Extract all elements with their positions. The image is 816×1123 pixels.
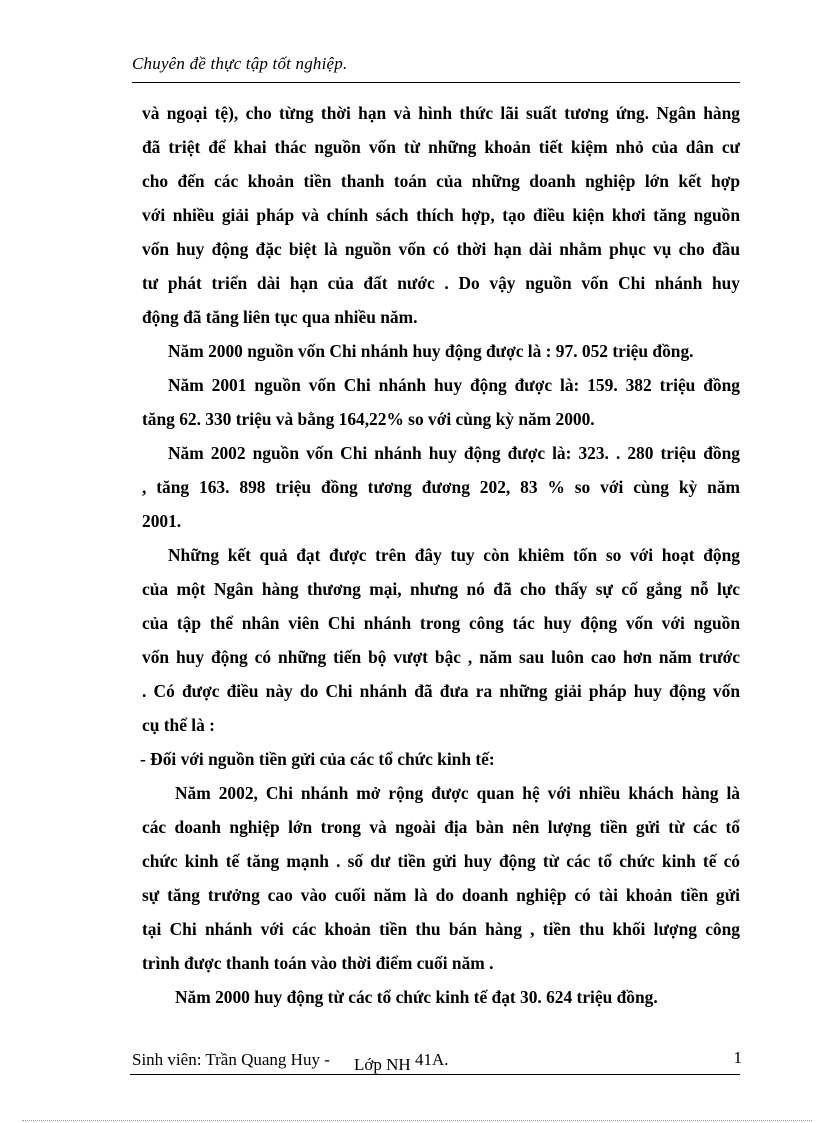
body-line: Những kết quả đạt được trên đây tuy còn khiêm tốn so với hoạt động bbox=[168, 545, 740, 565]
body-line: đã triệt để khai thác nguồn vốn từ những khoản tiết kiệm nhỏ của dân cư bbox=[142, 137, 740, 157]
body-line: với nhiều giải pháp và chính sách thích hợp, tạo điều kiện khơi tăng nguồn bbox=[142, 205, 740, 225]
body-line: Năm 2000 huy động từ các tổ chức kinh tế đạt 30. 624 triệu đồng. bbox=[175, 987, 658, 1007]
footer-class-label: Lớp NH bbox=[354, 1055, 411, 1074]
page-footer bbox=[130, 1046, 740, 1075]
body-line: vốn huy động đặc biệt là nguồn vốn có thời hạn dài nhằm phục vụ cho đầu bbox=[142, 239, 740, 259]
body-line: và ngoại tệ), cho từng thời hạn và hình thức lãi suất tương ứng. Ngân hàng bbox=[142, 103, 740, 123]
page-boundary bbox=[22, 1120, 812, 1121]
body-line: các doanh nghiệp lớn trong và ngoài địa bàn nên lượng tiền gửi từ các tổ bbox=[142, 817, 740, 837]
body-line: tại Chi nhánh với các khoản tiền thu bán hàng , tiền thu khối lượng công bbox=[142, 919, 740, 939]
footer-student: Sinh viên: Trần Quang Huy - bbox=[132, 1050, 330, 1069]
body-line: của một Ngân hàng thương mại, nhưng nó đã cho thấy sự cố gắng nỗ lực bbox=[142, 579, 740, 599]
section-heading: - Đối với nguồn tiền gửi của các tổ chức kinh tế: bbox=[140, 749, 495, 769]
header-title: Chuyên đề thực tập tốt nghiệp. bbox=[132, 54, 348, 73]
document-body bbox=[142, 96, 740, 1014]
body-line: cho đến các khoản tiền thanh toán của những doanh nghiệp lớn kết hợp bbox=[142, 171, 740, 191]
body-line: trình được thanh toán vào thời điểm cuối năm . bbox=[142, 953, 494, 973]
body-line: chức kinh tế tăng mạnh . số dư tiền gửi huy động từ các tổ chức kinh tế có bbox=[142, 851, 740, 871]
body-line: . Có được điều này do Chi nhánh đã đưa ra những giải pháp huy động vốn bbox=[142, 681, 740, 701]
body-line: Năm 2002, Chi nhánh mở rộng được quan hệ với nhiều khách hàng là bbox=[175, 783, 740, 803]
footer-class bbox=[354, 1050, 449, 1075]
body-line: Năm 2000 nguồn vốn Chi nhánh huy động được là : 97. 052 triệu đồng. bbox=[168, 341, 694, 361]
page-number: 1 bbox=[733, 1048, 742, 1067]
body-line: của tập thể nhân viên Chi nhánh trong công tác huy động vốn với nguồn bbox=[142, 613, 740, 633]
body-line: Năm 2001 nguồn vốn Chi nhánh huy động được là: 159. 382 triệu đồng bbox=[168, 375, 740, 395]
body-line: 2001. bbox=[142, 511, 182, 531]
body-line: cụ thể là : bbox=[142, 715, 215, 735]
body-line: Năm 2002 nguồn vốn Chi nhánh huy động được là: 323. . 280 triệu đồng bbox=[168, 443, 740, 463]
footer-class-code: 41A. bbox=[414, 1050, 449, 1069]
body-line: động đã tăng liên tục qua nhiều năm. bbox=[142, 307, 418, 327]
body-line: tư phát triển dài hạn của đất nước . Do vậy nguồn vốn Chi nhánh huy bbox=[142, 273, 740, 293]
page-header bbox=[132, 52, 740, 83]
body-line: sự tăng trưởng cao vào cuối năm là do doanh nghiệp có tài khoản tiền gửi bbox=[142, 885, 740, 905]
body-line: vốn huy động có những tiến bộ vượt bậc , năm sau luôn cao hơn năm trước bbox=[142, 647, 740, 667]
body-line: , tăng 163. 898 triệu đồng tương đương 202, 83 % so với cùng kỳ năm bbox=[142, 477, 740, 497]
body-line: tăng 62. 330 triệu và bằng 164,22% so với cùng kỳ năm 2000. bbox=[142, 409, 595, 429]
